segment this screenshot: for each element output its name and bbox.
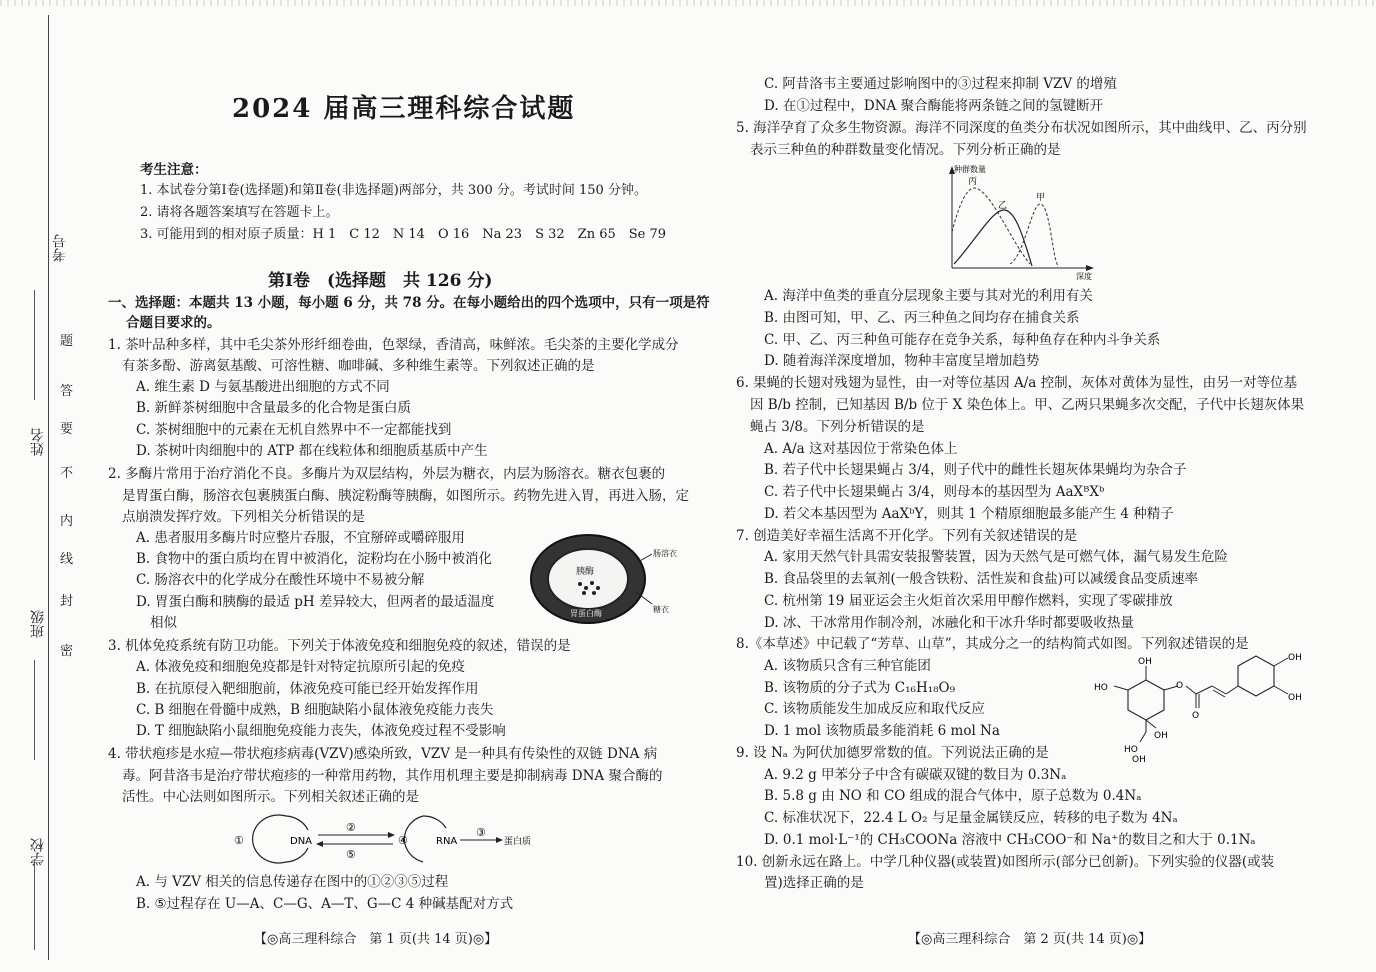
mol-ho-left: HO [1094, 683, 1108, 693]
xuexiao-blank [34, 860, 35, 950]
q9-stem: 9. 设 Nₐ 为阿伏加德罗常数的值。下列说法正确的是 [736, 745, 1049, 761]
notice-3: 3. 可能用到的相对原子质量：H 1 C 12 N 14 O 16 Na 23 S 32 Zn 65 Se 79 [140, 227, 667, 242]
q4-option-a: A. 与 VZV 相关的信息传递存在图中的①②③⑤过程 [136, 874, 449, 890]
mol-oh-ar1: OH [1288, 653, 1302, 663]
q6-stem-3: 蝇占 3/8。下列分析错误的是 [750, 419, 925, 435]
seal-char-8: 密 [60, 644, 74, 659]
q3-stem: 3. 机体免疫系统有防卫功能。下列关于体液免疫和细胞免疫的叙述，错误的是 [108, 638, 571, 654]
curve-label-jia: 甲 [1036, 193, 1046, 203]
q9-option-c: C. 标准状况下，22.4 L O₂ 与足量金属镁反应，转移的电子数为 4Nₐ [764, 810, 1178, 826]
q7-option-b: B. 食品袋里的去氧剂(一般含铁粉、活性炭和食盐)可以减缓食品变质速率 [764, 571, 1199, 587]
label-pancreatic: 胰酶 [576, 567, 595, 577]
label-xingming: 姓名 [30, 428, 46, 456]
mol-ester-o: O [1176, 681, 1184, 691]
step-5: ⑤ [346, 848, 356, 861]
q3-option-c: C. B 细胞在骨髓中成熟，B 细胞缺陷小鼠体液免疫能力丧失 [136, 702, 494, 718]
seal-char-2: 答 [60, 384, 74, 399]
q2-option-a: A. 患者服用多酶片时应整片吞服，不宜掰碎或嚼碎服用 [136, 530, 465, 546]
notice-title: 考生注意： [140, 162, 208, 178]
q10-stem-1: 10. 创新永远在路上。中学几种仪器(或装置)如图所示(部分已创新)。下列实验的仪器(或装 [736, 854, 1275, 870]
q1-option-b: B. 新鲜茶树细胞中含量最多的化合物是蛋白质 [136, 400, 412, 416]
q5-stem-2: 表示三种鱼的种群数量变化情况。下列分析正确的是 [750, 142, 1061, 158]
seal-char-7: 封 [60, 594, 74, 609]
q8-option-c: C. 该物质能发生加成反应和取代反应 [764, 701, 985, 717]
enteric-pointer [638, 554, 652, 562]
footer-left: 【◎高三理科综合 第 1 页(共 14 页)◎】 [254, 932, 498, 947]
q2-option-d-2: 相似 [150, 615, 177, 631]
seal-char-5: 内 [60, 514, 74, 529]
q2-stem-2: 是胃蛋白酶，肠溶衣包裹胰蛋白酶、胰淀粉酶等胰酶，如图所示。药物先进入胃，再进入肠，定 [122, 488, 689, 504]
molecule-figure [1088, 648, 1320, 766]
fish-curve-figure [940, 160, 1110, 284]
q4-stem-1: 4. 带状疱疹是水痘—带状疱疹病毒(VZV)感染所致，VZV 是一种具有传染性的双链 DNA 病 [108, 746, 658, 762]
label-sugar: 糖衣 [653, 605, 669, 614]
notice-1: 1. 本试卷分第Ⅰ卷(选择题)和第Ⅱ卷(非选择题)两部分，共 300 分。考试时间 150 分钟。 [140, 183, 647, 198]
rna-label: RNA [436, 836, 458, 847]
binding-margin [0, 0, 98, 972]
part1-intro-1: 一、选择题：本题共 13 小题，每小题 6 分，共 78 分。在每小题给出的四个选项中，只有一项是符 [108, 295, 710, 311]
mol-oh-ar2: OH [1288, 693, 1302, 703]
q5-option-c: C. 甲、乙、丙三种鱼可能存在竞争关系，每种鱼存在种内斗争关系 [764, 332, 1161, 348]
q2-option-c: C. 肠溶衣中的化学成分在酸性环境中不易被分解 [136, 572, 425, 588]
q10-stem-2: 置)选择正确的是 [764, 875, 864, 891]
kaohao-blank [34, 290, 35, 400]
q3-option-b: B. 在抗原侵入靶细胞前，体液免疫可能已经开始发挥作用 [136, 681, 479, 697]
label-kaohao: 考号 [52, 234, 68, 262]
mol-acid-o: OH [1132, 755, 1146, 765]
seal-char-3: 要 [60, 422, 74, 437]
q6-option-b: B. 若子代中长翅果蝇占 3/4，则子代中的雌性长翅灰体果蝇均为杂合子 [764, 462, 1187, 478]
q1-stem-1: 1. 茶叶品种多样，其中毛尖茶外形纤细卷曲，色翠绿，香清高，味鲜浓。毛尖茶的主要化学成分 [108, 337, 679, 353]
step-3: ③ [476, 826, 486, 839]
seal-char-6: 线 [60, 552, 74, 567]
q1-stem-2: 有茶多酚、游离氨基酸、可溶性糖、咖啡碱、多种维生素等。下列叙述正确的是 [122, 358, 595, 374]
y-axis-label: 种群数量 [954, 165, 986, 174]
mol-carbonyl-o: O [1192, 711, 1200, 721]
q7-option-c: C. 杭州第 19 届亚运会主火炬首次采用甲醇作燃料，实现了零碳排放 [764, 593, 1173, 609]
protein-label: 蛋白质 [504, 837, 532, 847]
label-enteric: 肠溶衣 [653, 549, 677, 558]
q8-option-a: A. 该物质只含有三种官能团 [764, 658, 931, 674]
q6-stem-2: 因 B/b 控制，已知基因 B/b 位于 X 染色体上。甲、乙两只果蝇多次交配，子代中长翅灰体果 [750, 397, 1305, 413]
q2-stem-3: 点崩溃发挥疗效。下列相关分析错误的是 [122, 509, 365, 525]
q9-option-b: B. 5.8 g 由 NO 和 CO 组成的混合气体中，原子总数为 0.4Nₐ [764, 788, 1142, 804]
part1-title: 第Ⅰ卷 (选择题 共 126 分) [268, 271, 493, 291]
mol-acid-ho: HO [1124, 745, 1138, 755]
benzene-ring [1238, 656, 1274, 696]
curve-yi [954, 210, 1032, 266]
curve-label-bing: 丙 [968, 177, 978, 187]
q4-option-b: B. ⑤过程存在 U—A、C—G、A—T、G—C 4 种碱基配对方式 [136, 896, 514, 912]
cyclohexane-ring [1128, 680, 1164, 720]
central-dogma-figure [228, 808, 532, 870]
q7-option-a: A. 家用天然气针具需安装报警装置，因为天然气是可燃气体，漏气易发生危险 [764, 549, 1228, 565]
curve-label-yi: 乙 [998, 201, 1008, 211]
q4-option-d: D. 在①过程中，DNA 聚合酶能将两条链之间的氢键断开 [764, 98, 1104, 114]
q6-option-a: A. A/a 这对基因位于常染色体上 [764, 441, 958, 457]
q9-option-a: A. 9.2 g 甲苯分子中含有碳碳双键的数目为 0.3Nₐ [764, 767, 1067, 783]
step-1: ① [234, 834, 244, 847]
q1-option-c: C. 茶树细胞中的元素在无机自然界中不一定都能找到 [136, 422, 452, 438]
banji-blank [34, 660, 35, 760]
label-banji: 班级 [30, 610, 46, 638]
q1-option-d: D. 茶树叶肉细胞中的 ATP 都在线粒体和细胞质基质中产生 [136, 443, 488, 459]
q5-option-b: B. 由图可知，甲、乙、丙三种鱼之间均存在捕食关系 [764, 310, 1080, 326]
q7-option-d: D. 冰、干冰常用作制冷剂，冰融化和干冰升华时都要吸收热量 [764, 615, 1134, 631]
q6-option-d: D. 若父本基因型为 AaXᵇY，则其 1 个精原细胞最多能产生 4 种精子 [764, 506, 1174, 522]
seal-line [48, 15, 49, 960]
footer-right: 【◎高三理科综合 第 2 页(共 14 页)◎】 [908, 932, 1152, 947]
q9-option-d: D. 0.1 mol·L⁻¹的 CH₃COONa 溶液中 CH₃COO⁻和 Na⁺的数目之和大于 0.1Nₐ [764, 832, 1256, 848]
part1-intro-2: 合题目要求的。 [126, 315, 221, 331]
replication-arc [253, 815, 286, 863]
q1-option-a: A. 维生素 D 与氨基酸进出细胞的方式不同 [136, 379, 390, 395]
q4-stem-3: 活性。中心法则如图所示。下列相关叙述正确的是 [122, 789, 419, 805]
step-4: ④ [398, 834, 408, 847]
q5-stem-1: 5. 海洋孕育了众多生物资源。海洋不同深度的鱼类分布状况如图所示，其中曲线甲、乙、丙分别 [736, 120, 1307, 136]
q6-stem-1: 6. 果蝇的长翅对残翅为显性，由一对等位基因 A/a 控制，灰体对黄体为显性，由另一对等位基 [736, 375, 1298, 391]
dna-label: DNA [290, 836, 313, 847]
step-2: ② [346, 821, 356, 834]
q2-stem-1: 2. 多酶片常用于治疗消化不良。多酶片为双层结构，外层为糖衣，内层为肠溶衣。糖衣包裹的 [108, 466, 666, 482]
exam-title: 2024 届高三理科综合试题 [232, 94, 576, 124]
label-xuexiao: 学校 [30, 838, 46, 866]
mol-oh-top: OH [1138, 657, 1152, 667]
q2-option-b: B. 食物中的蛋白质均在胃中被消化，淀粉均在小肠中被消化 [136, 551, 493, 567]
q2-option-d-1: D. 胃蛋白酶和胰酶的最适 pH 差异较大，但两者的最适温度 [136, 594, 495, 610]
scan-edge [0, 0, 1376, 6]
curve-jia [1010, 204, 1058, 266]
q7-stem: 7. 创造美好幸福生活离不开化学。下列有关叙述错误的是 [736, 528, 1078, 544]
notice-2: 2. 请将各题答案填写在答题卡上。 [140, 205, 339, 220]
q3-option-a: A. 体液免疫和细胞免疫都是针对特定抗原所引起的免疫 [136, 659, 465, 675]
q8-option-d: D. 1 mol 该物质最多能消耗 6 mol Na [764, 723, 1000, 739]
q5-option-d: D. 随着海洋深度增加，物种丰富度呈增加趋势 [764, 353, 1040, 369]
q8-option-b: B. 该物质的分子式为 C₁₆H₁₈O₉ [764, 680, 956, 696]
label-pepsin: 胃蛋白酶 [570, 609, 602, 618]
q5-option-a: A. 海洋中鱼类的垂直分层现象主要与其对光的利用有关 [764, 288, 1093, 304]
seal-char-1: 题 [60, 334, 74, 349]
pill-figure [528, 532, 677, 626]
q6-option-c: C. 若子代中长翅果蝇占 3/4，则母本的基因型为 AaXᴮXᵇ [764, 484, 1105, 500]
mol-oh-quat: OH [1154, 731, 1168, 741]
pill-enteric-core [548, 549, 628, 609]
seal-char-4: 不 [60, 466, 74, 481]
q4-option-c: C. 阿昔洛韦主要通过影响图中的③过程来抑制 VZV 的增殖 [764, 76, 1117, 92]
q8-stem: 8.《本草述》中记载了“芳草、山草”，其成分之一的结构简式如图。下列叙述错误的是 [736, 636, 1249, 652]
q4-stem-2: 毒。阿昔洛韦是治疗带状疱疹的一种常用药物，其作用机理主要是抑制病毒 DNA 聚合酶的 [122, 768, 663, 784]
q3-option-d: D. T 细胞缺陷小鼠细胞免疫能力丧失，体液免疫过程不受影响 [136, 723, 506, 739]
x-axis-label: 深度 [1076, 272, 1092, 281]
